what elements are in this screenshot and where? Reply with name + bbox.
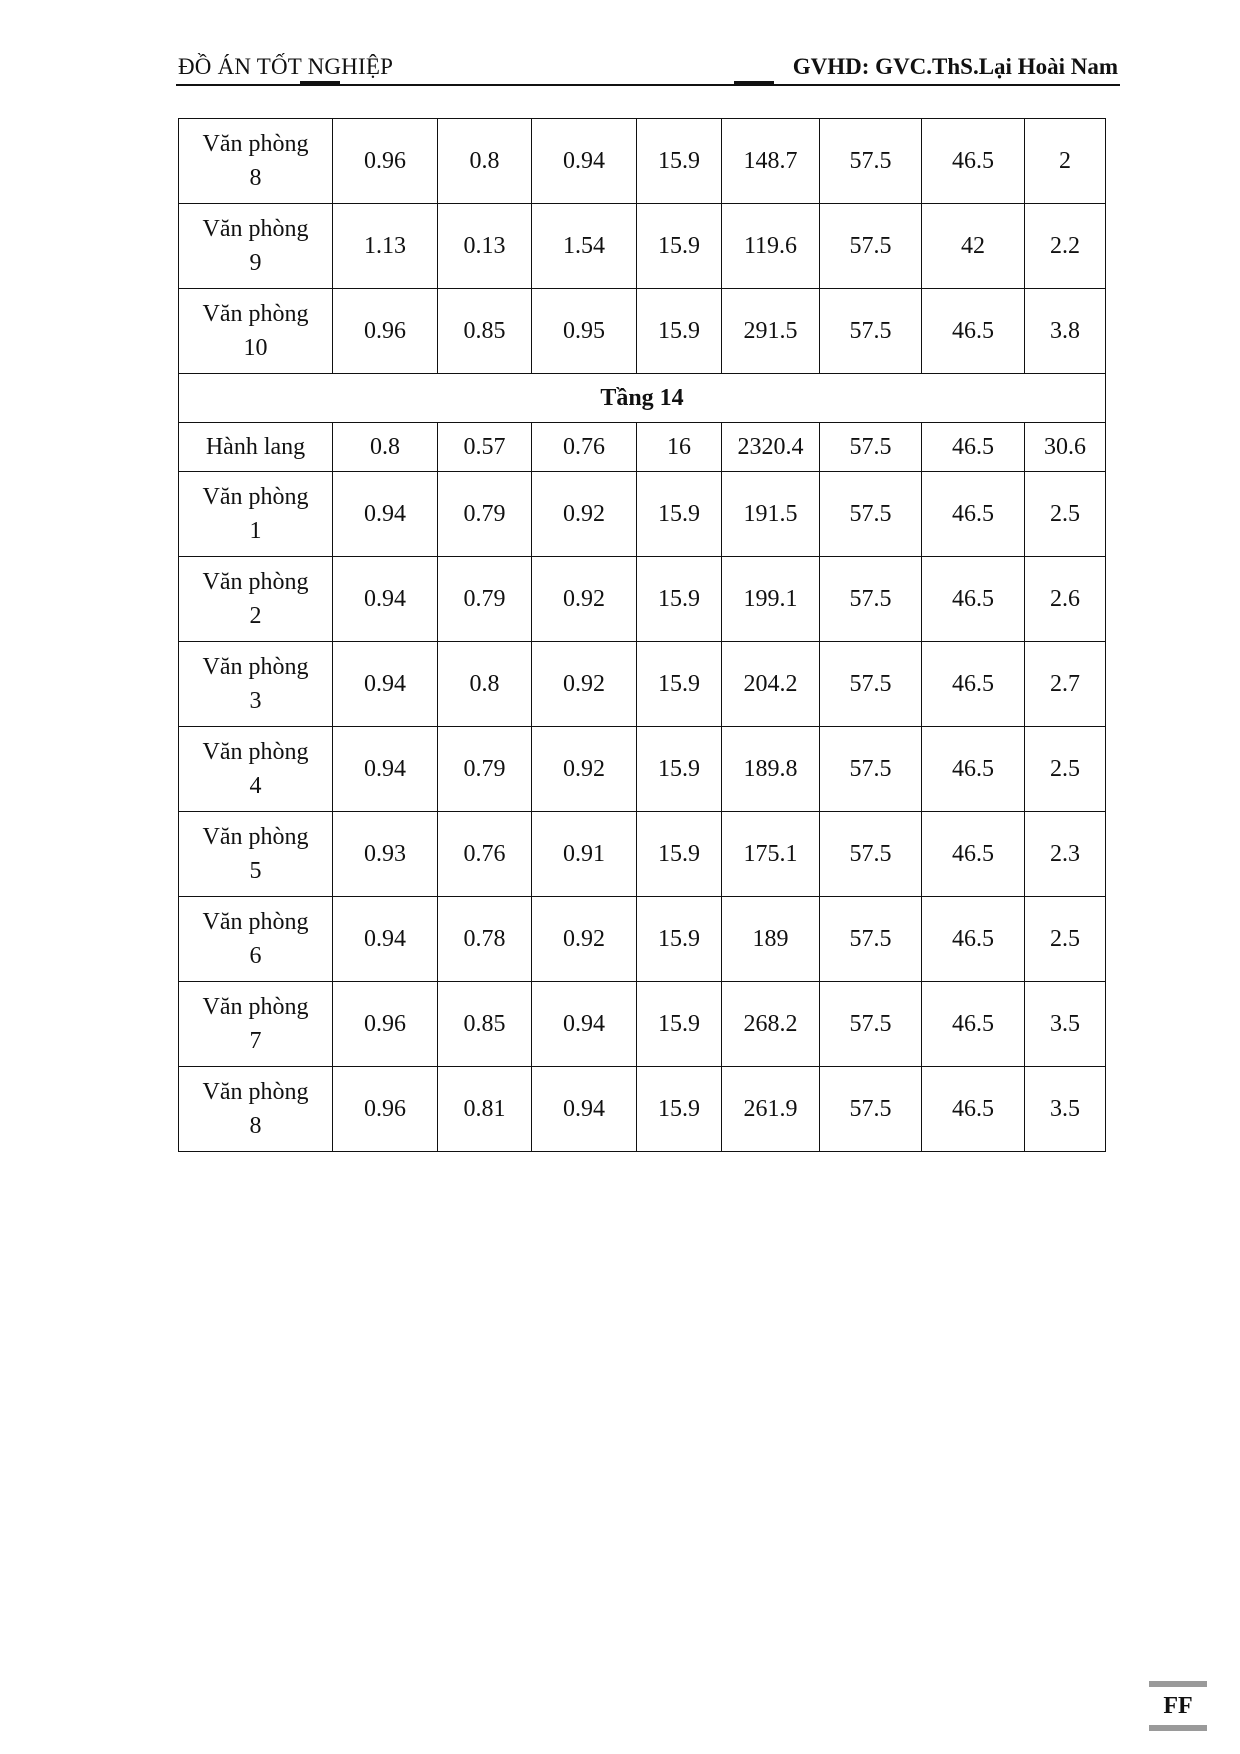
cell: 0.94 <box>532 982 637 1067</box>
row-name <box>179 982 333 1067</box>
row-name-line-1: Văn phòng <box>202 216 309 242</box>
cell: 0.96 <box>333 982 438 1067</box>
cell: 15.9 <box>637 289 722 374</box>
cell: 15.9 <box>637 557 722 642</box>
cell: 16 <box>637 423 722 472</box>
cell: 0.85 <box>438 982 532 1067</box>
cell: 119.6 <box>722 204 820 289</box>
row-name-line-2: 4 <box>249 773 262 799</box>
cell: 15.9 <box>637 812 722 897</box>
row-name-line-2: 1 <box>249 518 262 544</box>
cell: 42 <box>922 204 1025 289</box>
row-name-line-1: Văn phòng <box>202 994 309 1020</box>
cell: 46.5 <box>922 642 1025 727</box>
cell: 46.5 <box>922 812 1025 897</box>
cell: 0.94 <box>532 1067 637 1152</box>
cell: 46.5 <box>922 727 1025 812</box>
cell: 46.5 <box>922 1067 1025 1152</box>
cell: 0.78 <box>438 897 532 982</box>
page-number-box <box>1149 1681 1207 1733</box>
row-name <box>179 472 333 557</box>
cell: 0.93 <box>333 812 438 897</box>
load-calculation-table <box>178 118 1106 1152</box>
cell: 57.5 <box>820 557 922 642</box>
cell: 0.92 <box>532 472 637 557</box>
cell: 0.96 <box>333 119 438 204</box>
cell: 57.5 <box>820 642 922 727</box>
cell: 3.5 <box>1025 982 1106 1067</box>
cell: 57.5 <box>820 982 922 1067</box>
cell: 291.5 <box>722 289 820 374</box>
row-name <box>179 642 333 727</box>
table-body-before <box>179 119 1106 374</box>
row-name-line-1: Văn phòng <box>202 1079 309 1105</box>
cell: 57.5 <box>820 119 922 204</box>
cell: 0.94 <box>532 119 637 204</box>
cell: 3.5 <box>1025 1067 1106 1152</box>
cell: 0.92 <box>532 557 637 642</box>
cell: 15.9 <box>637 727 722 812</box>
row-name: Hành lang <box>179 423 333 472</box>
row-name-line-2: 5 <box>249 858 262 884</box>
cell: 15.9 <box>637 982 722 1067</box>
cell: 0.94 <box>333 897 438 982</box>
cell: 0.8 <box>333 423 438 472</box>
cell: 15.9 <box>637 119 722 204</box>
row-name <box>179 289 333 374</box>
cell: 2.2 <box>1025 204 1106 289</box>
row-name-line-1: Văn phòng <box>202 484 309 510</box>
table-section <box>179 374 1106 472</box>
cell: 1.54 <box>532 204 637 289</box>
cell: 57.5 <box>820 727 922 812</box>
cell: 57.5 <box>820 472 922 557</box>
cell: 46.5 <box>922 472 1025 557</box>
row-name-line-1: Văn phòng <box>202 569 309 595</box>
cell: 2.6 <box>1025 557 1106 642</box>
cell: 189.8 <box>722 727 820 812</box>
cell: 0.92 <box>532 642 637 727</box>
row-name-line-1: Văn phòng <box>202 909 309 935</box>
cell: 57.5 <box>820 812 922 897</box>
cell: 15.9 <box>637 1067 722 1152</box>
table-row <box>179 812 1106 897</box>
cell: 0.95 <box>532 289 637 374</box>
page-number-bar-top <box>1149 1681 1207 1687</box>
cell: 0.96 <box>333 1067 438 1152</box>
table-body-after <box>179 472 1106 1152</box>
header-rule-accent-right <box>734 81 774 84</box>
cell: 0.92 <box>532 727 637 812</box>
cell: 30.6 <box>1025 423 1106 472</box>
cell: 0.94 <box>333 642 438 727</box>
cell: 0.96 <box>333 289 438 374</box>
cell: 2.5 <box>1025 472 1106 557</box>
row-name-line-2: 3 <box>249 688 262 714</box>
cell: 46.5 <box>922 897 1025 982</box>
cell: 199.1 <box>722 557 820 642</box>
cell: 2 <box>1025 119 1106 204</box>
cell: 57.5 <box>820 1067 922 1152</box>
row-name-line-2: 7 <box>249 1028 262 1054</box>
cell: 46.5 <box>922 982 1025 1067</box>
header-rule <box>176 84 1120 86</box>
cell: 15.9 <box>637 897 722 982</box>
row-name-line-2: 2 <box>249 603 262 629</box>
cell: 0.57 <box>438 423 532 472</box>
table-row <box>179 982 1106 1067</box>
cell: 0.94 <box>333 472 438 557</box>
cell: 2.5 <box>1025 727 1106 812</box>
cell: 261.9 <box>722 1067 820 1152</box>
corridor-row <box>179 423 1106 472</box>
cell: 2.3 <box>1025 812 1106 897</box>
row-name-line-1: Văn phòng <box>202 739 309 765</box>
row-name-line-2: 9 <box>249 250 262 276</box>
row-name <box>179 1067 333 1152</box>
cell: 0.91 <box>532 812 637 897</box>
cell: 46.5 <box>922 557 1025 642</box>
section-title: Tầng 14 <box>179 374 1106 423</box>
cell: 0.92 <box>532 897 637 982</box>
table-row <box>179 727 1106 812</box>
row-name <box>179 204 333 289</box>
table-row <box>179 557 1106 642</box>
row-name-line-2: 8 <box>249 165 262 191</box>
cell: 268.2 <box>722 982 820 1067</box>
header-rule-accent-left <box>300 81 340 84</box>
row-name <box>179 812 333 897</box>
table-row <box>179 119 1106 204</box>
cell: 175.1 <box>722 812 820 897</box>
cell: 148.7 <box>722 119 820 204</box>
cell: 0.81 <box>438 1067 532 1152</box>
cell: 15.9 <box>637 642 722 727</box>
cell: 46.5 <box>922 423 1025 472</box>
table-row <box>179 642 1106 727</box>
cell: 57.5 <box>820 204 922 289</box>
cell: 0.94 <box>333 727 438 812</box>
row-name-line-2: 8 <box>249 1113 262 1139</box>
page-number: FF <box>1163 1693 1193 1719</box>
row-name-line-1: Văn phòng <box>202 301 309 327</box>
cell: 0.85 <box>438 289 532 374</box>
cell: 191.5 <box>722 472 820 557</box>
cell: 57.5 <box>820 289 922 374</box>
row-name <box>179 897 333 982</box>
cell: 57.5 <box>820 897 922 982</box>
cell: 0.76 <box>438 812 532 897</box>
row-name-line-2: 6 <box>249 943 262 969</box>
cell: 0.8 <box>438 642 532 727</box>
cell: 0.94 <box>333 557 438 642</box>
cell: 2.7 <box>1025 642 1106 727</box>
row-name-line-2: 10 <box>243 335 268 361</box>
cell: 0.8 <box>438 119 532 204</box>
table-row <box>179 1067 1106 1152</box>
header-title: ĐỒ ÁN TỐT NGHIỆP <box>178 54 394 79</box>
row-name-line-1: Văn phòng <box>202 824 309 850</box>
cell: 46.5 <box>922 289 1025 374</box>
page-number-bar-bottom <box>1149 1725 1207 1731</box>
cell: 0.79 <box>438 557 532 642</box>
cell: 189 <box>722 897 820 982</box>
cell: 0.79 <box>438 472 532 557</box>
section-row <box>179 374 1106 423</box>
row-name-line-1: Văn phòng <box>202 654 309 680</box>
row-name <box>179 727 333 812</box>
cell: 57.5 <box>820 423 922 472</box>
cell: 204.2 <box>722 642 820 727</box>
cell: 2.5 <box>1025 897 1106 982</box>
cell: 3.8 <box>1025 289 1106 374</box>
cell: 1.13 <box>333 204 438 289</box>
table-row <box>179 897 1106 982</box>
cell: 46.5 <box>922 119 1025 204</box>
cell: 0.79 <box>438 727 532 812</box>
cell: 2320.4 <box>722 423 820 472</box>
table-row <box>179 472 1106 557</box>
table-row <box>179 289 1106 374</box>
row-name-line-1: Văn phòng <box>202 131 309 157</box>
cell: 15.9 <box>637 472 722 557</box>
row-name <box>179 557 333 642</box>
cell: 0.76 <box>532 423 637 472</box>
row-name <box>179 119 333 204</box>
cell: 0.13 <box>438 204 532 289</box>
header-advisor: GVHD: GVC.ThS.Lại Hoài Nam <box>792 54 1118 79</box>
cell: 15.9 <box>637 204 722 289</box>
table-row <box>179 204 1106 289</box>
